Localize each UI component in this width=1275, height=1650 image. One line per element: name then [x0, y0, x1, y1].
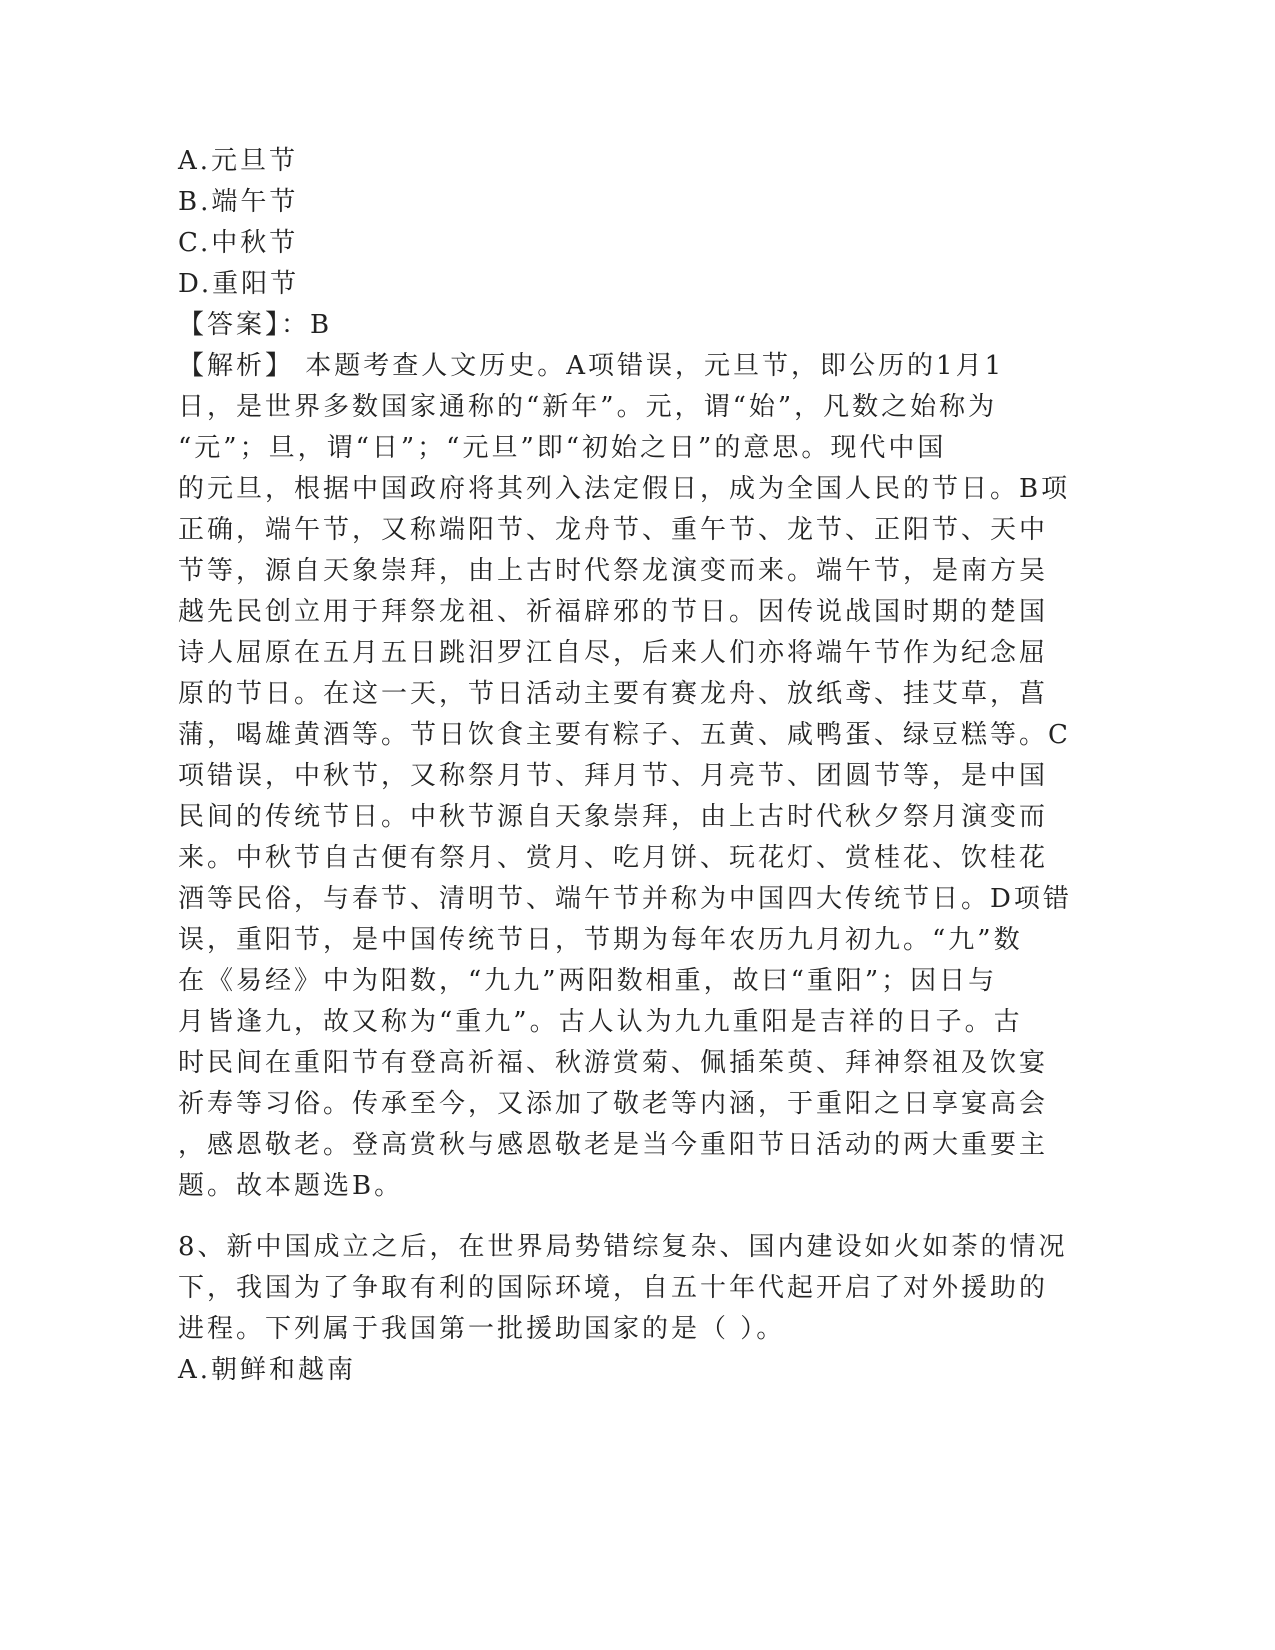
analysis-line: 误，重阳节，是中国传统节日，节期为每年农历九月初九。“九”数 [178, 925, 1023, 955]
option-d: D.重阳节 [178, 269, 300, 299]
analysis-line: 民间的传统节日。中秋节源自天象崇拜，由上古时代秋夕祭月演变而 [178, 802, 1049, 832]
analysis-line: 酒等民俗，与春节、清明节、端午节并称为中国四大传统节日。D项错 [178, 884, 1072, 914]
analysis-line: 月皆逢九，故又称为“重九”。古人认为九九重阳是吉祥的日子。古 [178, 1007, 1023, 1037]
analysis-line: 来。中秋节自古便有祭月、赏月、吃月饼、玩花灯、赏桂花、饮桂花 [178, 843, 1049, 873]
option-a: A.元旦节 [178, 146, 299, 176]
analysis-line: 【解析】 本题考查人文历史。A项错误，元旦节，即公历的1月1 [178, 351, 1005, 381]
analysis-line: 原的节日。在这一天，节日活动主要有赛龙舟、放纸鸢、挂艾草，菖 [178, 679, 1049, 709]
analysis-line: ，感恩敬老。登高赏秋与感恩敬老是当今重阳节日活动的两大重要主 [178, 1130, 1049, 1160]
analysis-line: 越先民创立用于拜祭龙祖、祈福辟邪的节日。因传说战国时期的楚国 [178, 597, 1049, 627]
analysis-line: 的元旦，根据中国政府将其列入法定假日，成为全国人民的节日。B项 [178, 474, 1071, 504]
analysis-line: 祈寿等习俗。传承至今，又添加了敬老等内涵，于重阳之日享宴高会 [178, 1089, 1049, 1119]
option-c: C.中秋节 [178, 228, 299, 258]
q7-options [178, 141, 1058, 305]
question-gap [178, 1207, 1058, 1227]
q8-options [178, 1350, 1058, 1391]
analysis-line: 蒲，喝雄黄酒等。节日饮食主要有粽子、五黄、咸鸭蛋、绿豆糕等。C [178, 720, 1071, 750]
analysis-line: 诗人屈原在五月五日跳汨罗江自尽，后来人们亦将端午节作为纪念屈 [178, 638, 1049, 668]
analysis-line: “元”；旦，谓“日”；“元旦”即“初始之日”的意思。现代中国 [178, 433, 947, 463]
analysis-paragraph [178, 346, 1072, 1207]
analysis-line: 日，是世界多数国家通称的“新年”。元，谓“始”，凡数之始称为 [178, 392, 998, 422]
analysis-line: 节等，源自天象崇拜，由上古时代祭龙演变而来。端午节，是南方吴 [178, 556, 1049, 586]
q8-question [178, 1227, 1068, 1350]
analysis-line: 题。故本题选B。 [178, 1171, 404, 1201]
answer-line: 【答案】：B [178, 310, 333, 340]
question-line: 8、新中国成立之后，在世界局势错综复杂、国内建设如火如荼的情况 [178, 1232, 1068, 1262]
option-a: A.朝鲜和越南 [178, 1355, 357, 1385]
analysis-line: 项错误，中秋节，又称祭月节、拜月节、月亮节、团圆节等，是中国 [178, 761, 1049, 791]
question-line: 下，我国为了争取有利的国际环境，自五十年代起开启了对外援助的 [178, 1273, 1049, 1303]
analysis-line: 时民间在重阳节有登高祈福、秋游赏菊、佩插茱萸、拜神祭祖及饮宴 [178, 1048, 1049, 1078]
question-line: 进程。下列属于我国第一批援助国家的是（ ）。 [178, 1314, 786, 1344]
analysis-line: 在《易经》中为阳数，“九九”两阳数相重，故曰“重阳”；因日与 [178, 966, 998, 996]
analysis-line: 正确，端午节，又称端阳节、龙舟节、重午节、龙节、正阳节、天中 [178, 515, 1049, 545]
page-content [178, 141, 1072, 1391]
option-b: B.端午节 [178, 187, 299, 217]
